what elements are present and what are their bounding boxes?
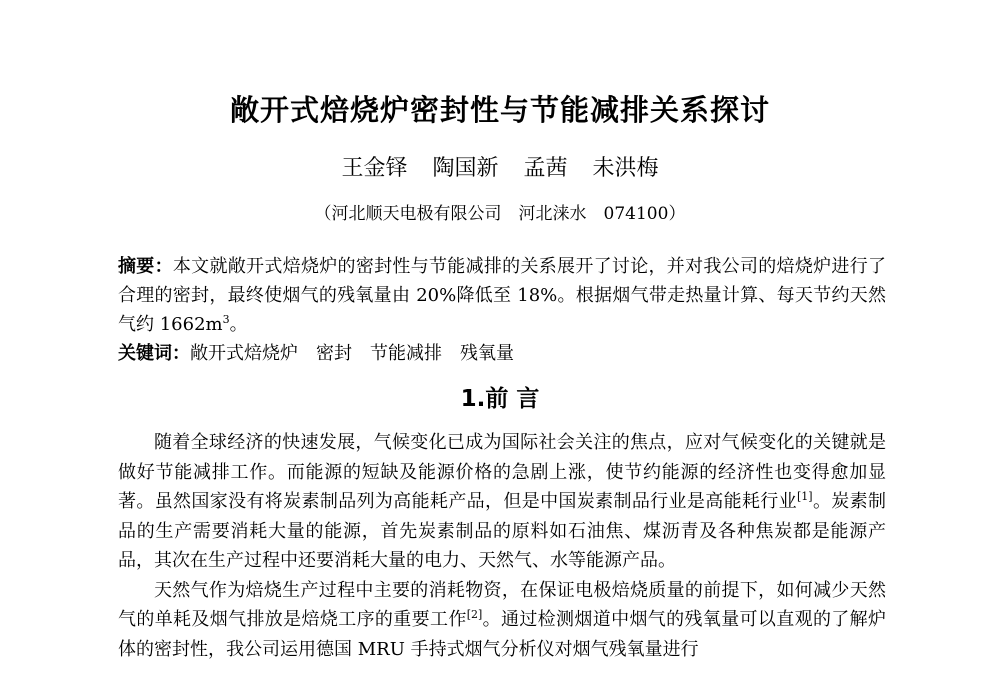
paper-title: 敞开式焙烧炉密封性与节能减排关系探讨 (229, 93, 770, 127)
citation-ref: [2] (466, 608, 483, 621)
citation-ref: [1] (797, 490, 813, 503)
affiliation: （河北顺天电极有限公司 河北涞水 074100） (314, 204, 686, 224)
keyword-item: 残氧量 (460, 343, 514, 364)
keyword-item: 节能减排 (370, 343, 442, 364)
keyword-item: 密封 (316, 343, 352, 364)
abstract-superscript: 3 (222, 313, 230, 326)
paragraph-text: 。炭素制品的生产需要消耗大量的能源，首先炭素制品的原料如石油焦、煤沥青及各种焦炭都是能源产品，其次在生产过程中还要消耗大量的电力、天然气、水等能源产品。 (118, 491, 886, 571)
body-text (118, 428, 886, 664)
keywords (118, 340, 886, 368)
keywords-label: 关键词： (118, 343, 190, 364)
abstract (118, 252, 886, 339)
abstract-text-end: 。 (229, 314, 248, 335)
paragraph-text: 。通过检测烟道中烟气的残氧量可以直观的了解炉体的密封性，我公司运用德国 MRU 手持式烟气分析仪对烟气残氧量进行 (118, 609, 887, 660)
keyword-item: 敞开式焙烧炉 (190, 343, 298, 364)
abstract-text: 本文就敞开式焙烧炉的密封性与节能减排的关系展开了讨论，并对我公司的焙烧炉进行了合理的密封，最终使烟气的残氧量由 20%降低至 18%。根据烟气带走热量计算、每天节约天然气约 1662m (118, 256, 887, 335)
section-heading: 1.前 言 (460, 386, 540, 412)
paragraph (118, 428, 886, 576)
paragraph-text: 天然气作为焙烧生产过程中主要的消耗物资，在保证电极焙烧质量的前提下，如何减少天然气的单耗及烟气排放是焙烧工序的重要工作 (118, 579, 886, 630)
paragraph-text: 随着全球经济的快速发展，气候变化已成为国际社会关注的焦点，应对气候变化的关键就是做好节能减排工作。而能源的短缺及能源价格的急剧上涨，使节约能源的经济性也变得愈加显著。虽然国家没有将炭素制品列为高能耗产品，但是中国炭素制品行业是高能耗行业 (118, 432, 886, 512)
author-list: 王金铎 陶国新 孟茜 未洪梅 (341, 156, 659, 181)
paragraph (118, 576, 886, 665)
abstract-label: 摘要： (118, 256, 173, 277)
